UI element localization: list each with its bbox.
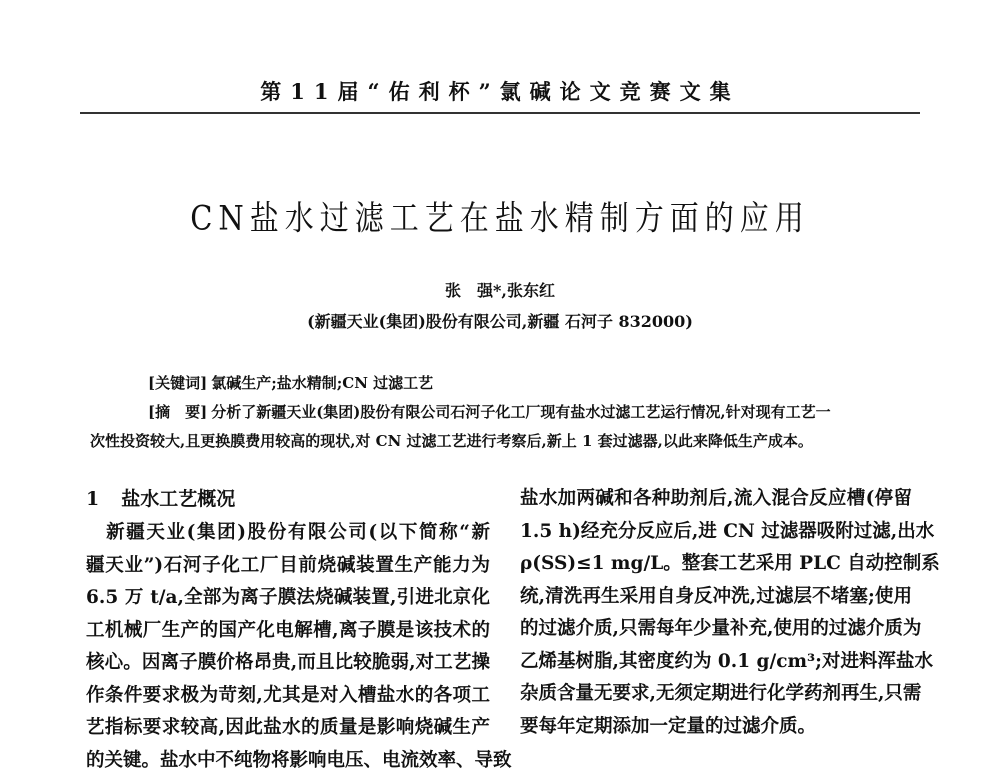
body-line: 1.5 h)经充分反应后,进 CN 过滤器吸附过滤,出水 [520, 520, 935, 542]
body-line: ρ(SS)≤1 mg/L。整套工艺采用 PLC 自动控制系 [520, 553, 940, 574]
body-line: 作条件要求极为苛刻,尤其是对入槽盐水的各项工 [86, 684, 490, 706]
body-line: 6.5 万 t/a,全部为离子膜法烧碱装置,引进北京化 [86, 587, 490, 608]
body-line: 盐水加两碱和各种助剂后,流入混合反应槽(停留 [520, 488, 912, 509]
body-line: 核心。因离子膜价格昂贵,而且比较脆弱,对工艺操 [86, 652, 490, 673]
abstract-line-1: [摘 要] 分析了新疆天业(集团)股份有限公司石河子化工厂现有盐水过滤工艺运行情况,针对现有工艺一 [148, 403, 831, 421]
running-header: 第11届“佑利杯”氯碱论文竞赛文集 [260, 79, 740, 104]
section-heading [86, 484, 235, 511]
keywords-label: [关键词] [148, 374, 208, 392]
section-title: 盐水工艺概况 [121, 488, 236, 510]
abstract-label: [摘 要] [148, 403, 208, 421]
body-line: 工机械厂生产的国产化电解槽,离子膜是该技术的 [86, 619, 490, 641]
body-line: 统,清洗再生采用自身反冲洗,过滤层不堵塞;使用 [520, 585, 912, 607]
paper-title: CN盐水过滤工艺在盐水精制方面的应用 [190, 198, 810, 238]
body-line: 的过滤介质,只需每年少量补充,使用的过滤介质为 [520, 618, 922, 639]
header-rule [80, 112, 920, 114]
affiliation: (新疆天业(集团)股份有限公司,新疆 石河子 832000) [307, 312, 693, 331]
section-number: 1 [86, 488, 100, 510]
body-line: 新疆天业(集团)股份有限公司(以下简称“新 [86, 522, 490, 543]
body-line: 乙烯基树脂,其密度约为 0.1 g/cm³;对进料浑盐水 [520, 650, 933, 672]
keywords-text: 氯碱生产;盐水精制;CN 过滤工艺 [211, 374, 434, 392]
body-line: 要每年定期添加一定量的过滤介质。 [520, 715, 817, 737]
authors: 张 强*,张东红 [445, 281, 555, 300]
body-line: 疆天业”)石河子化工厂目前烧碱装置生产能力为 [86, 554, 490, 576]
abstract-line-2: 次性投资较大,且更换膜费用较高的现状,对 CN 过滤工艺进行考察后,新上 1 套过滤器,以此来降低生产成本。 [90, 432, 813, 450]
body-line: 的关键。盐水中不纯物将影响电压、电流效率、导致 [86, 749, 512, 771]
body-line: 杂质含量无要求,无须定期进行化学药剂再生,只需 [520, 683, 922, 704]
keywords [148, 372, 433, 393]
body-line: 艺指标要求较高,因此盐水的质量是影响烧碱生产 [86, 717, 490, 738]
